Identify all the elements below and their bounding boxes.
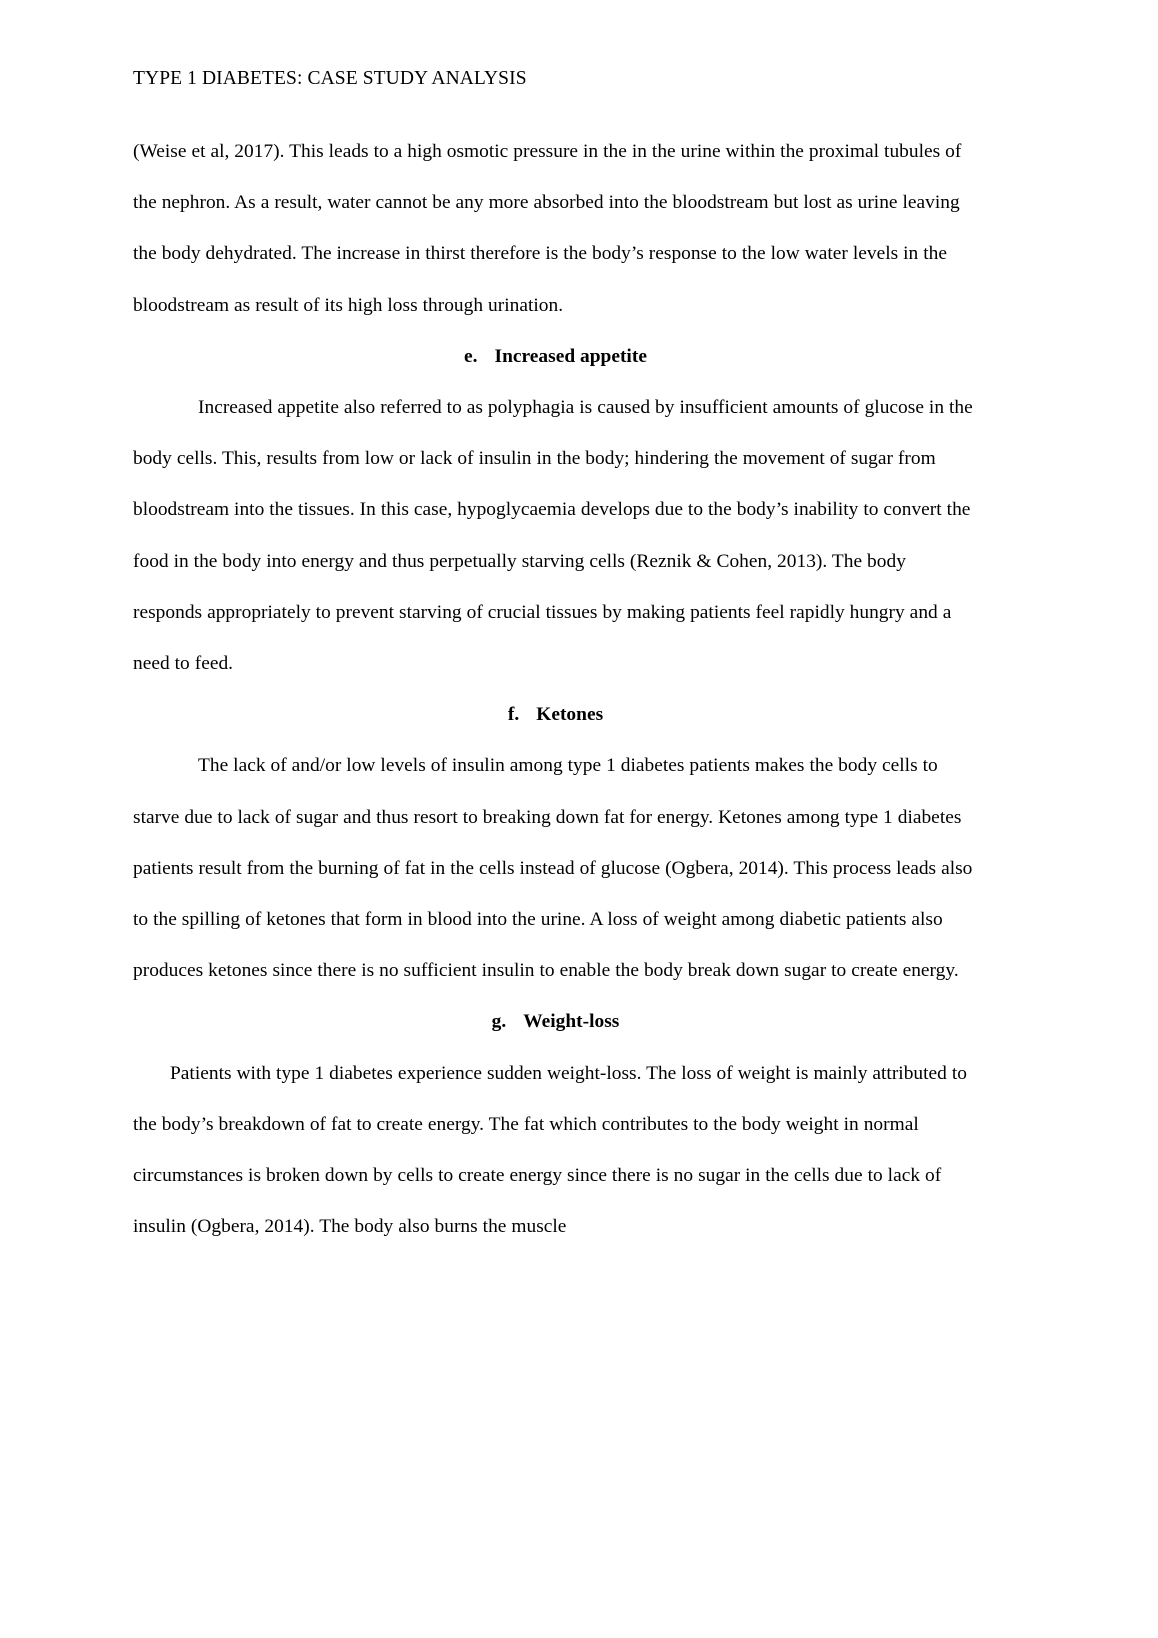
heading-ketones-title: Ketones — [536, 704, 604, 726]
heading-increased-appetite-marker: e. — [464, 345, 478, 367]
paragraph-weight-loss: Patients with type 1 diabetes experience sudden weight-loss. The loss of weight is mainly attributed to the body’s breakdown of fat to create energy. The fat which contributes to the body weight in normal circumstances is broken down by cells to create energy since there is no sugar in the cells due to lack of insulin (Ogbera, 2014). The body also burns the muscle — [133, 1062, 967, 1238]
paragraph-increased-appetite: Increased appetite also referred to as polyphagia is caused by insufficient amounts of glucose in the body cells. This, results from low or lack of insulin in the body; hindering the movement of sugar from bloodstream into the tissues. In this case, hypoglycaemia develops due to the body’s inability to convert the food in the body into energy and thus perpetually starving cells (Reznik & Cohen, 2013). The body responds appropriately to prevent starving of crucial tissues by making patients feel rapidly hungry and a need to feed. — [133, 397, 973, 675]
paragraph-thirst-continuation: (Weise et al, 2017). This leads to a high osmotic pressure in the in the urine within the proximal tubules of the nephron. As a result, water cannot be any more absorbed into the bloodstream but lost as urine leaving the body dehydrated. The increase in thirst therefore is the body’s response to the low water levels in the bloodstream as result of its high loss through urination. — [133, 141, 962, 316]
heading-ketones — [133, 689, 978, 740]
heading-increased-appetite-title: Increased appetite — [494, 345, 647, 367]
document-body — [133, 126, 978, 1252]
heading-weight-loss-title: Weight-loss — [523, 1011, 620, 1033]
heading-ketones-marker: f. — [507, 704, 520, 726]
heading-weight-loss-marker: g. — [491, 1011, 507, 1033]
heading-weight-loss — [133, 996, 978, 1047]
paragraph-ketones: The lack of and/or low levels of insulin among type 1 diabetes patients makes the body cells to starve due to lack of sugar and thus resort to breaking down fat for energy. Ketones among type 1 diabetes patients result from the burning of fat in the cells instead of glucose (Ogbera, 2014). This process leads also to the spilling of ketones that form in blood into the urine. A loss of weight among diabetic patients also produces ketones since there is no sufficient insulin to enable the body break down sugar to create energy. — [133, 755, 973, 982]
running-header: TYPE 1 DIABETES: CASE STUDY ANALYSIS — [133, 68, 527, 89]
heading-increased-appetite — [133, 331, 978, 382]
